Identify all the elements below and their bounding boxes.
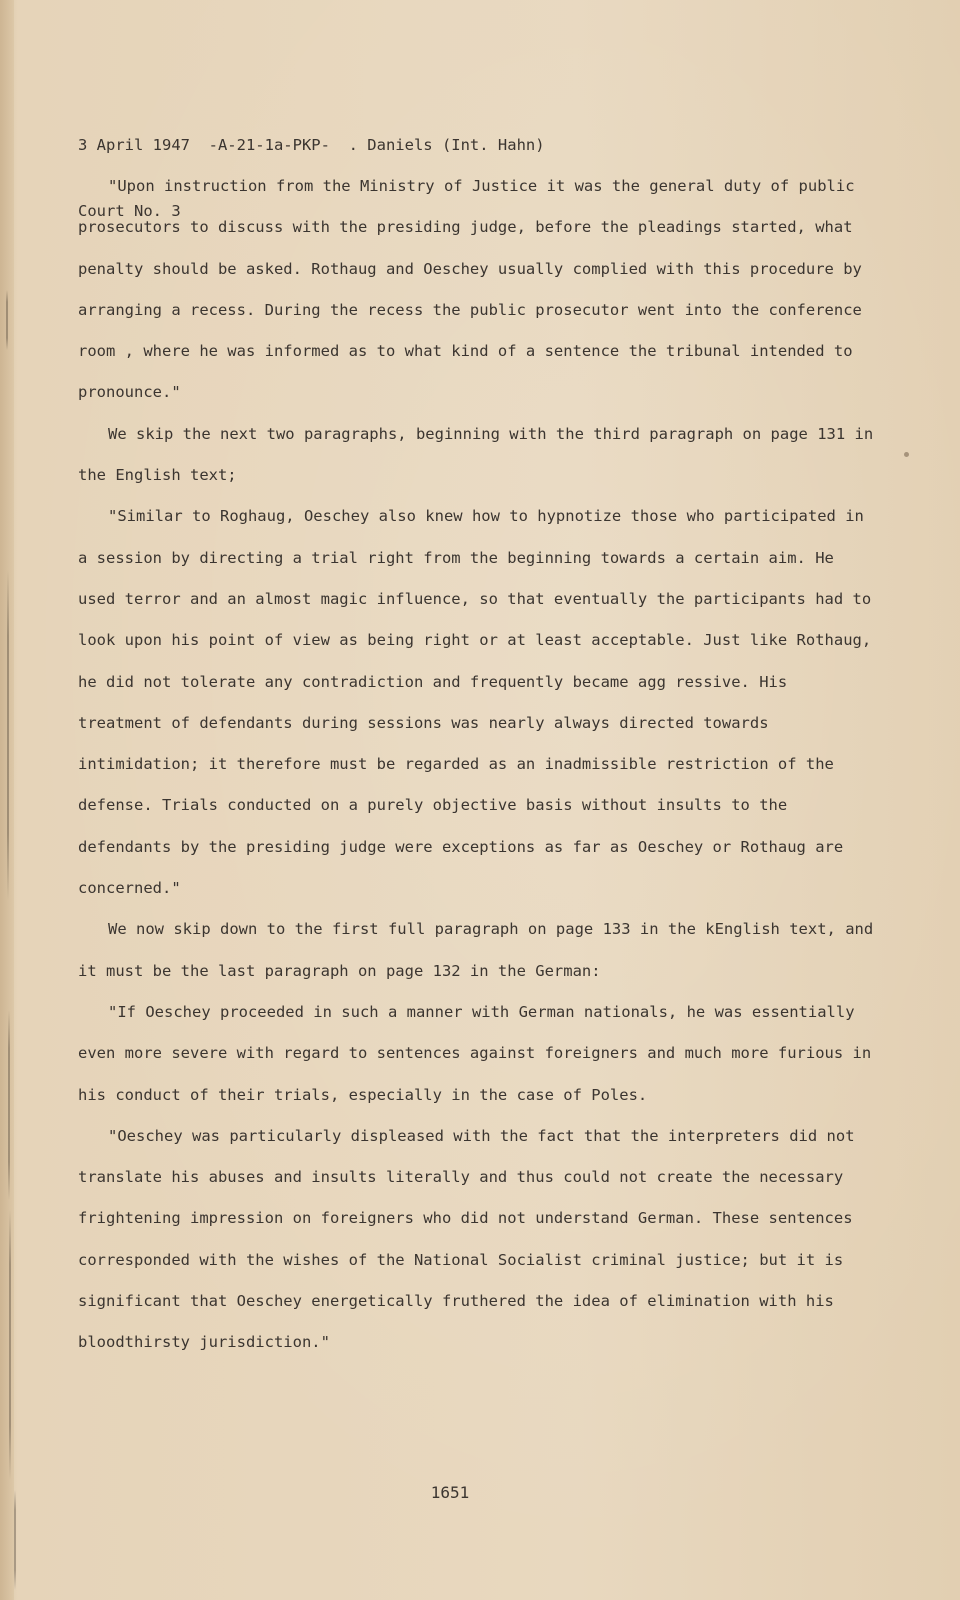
paragraph-quote-interpreters: "Oeschey was particularly displeased with the fact that the interpreters did not translate his abuses and insults literally and thus could not create the necessary frightening impression on foreigners who did not understand German. These sentences corresponded with the wishes of the National Socialist criminal justice; but it is significant that Oeschey energetically fruthered the idea of elimination with his bloodthirsty jurisdiction." bbox=[78, 1126, 855, 1352]
paragraph-quote-prosecutors: "Upon instruction from the Ministry of Justice it was the general duty of public prosecutors to discuss with the presiding judge, before the pleadings started, what penalty should be asked. Rothaug and Oeschey usually complied with this procedure by arranging a recess. During the recess the public prosecutor went into the conference room , where he was informed as to what kind of a sentence the tribunal intended to pronounce." bbox=[78, 177, 862, 402]
margin-pencil-mark bbox=[9, 1210, 11, 1480]
paragraph-skip-note-1: We skip the next two paragraphs, beginning with the third paragraph on page 131 in the English text; bbox=[78, 424, 874, 485]
paper-speck bbox=[904, 452, 909, 457]
header-line-court: Court No. 3 bbox=[78, 202, 181, 220]
document-body bbox=[78, 166, 878, 1364]
margin-pencil-mark bbox=[8, 1010, 10, 1200]
margin-pencil-mark bbox=[6, 290, 8, 350]
margin-pencil-mark bbox=[14, 1490, 16, 1590]
page-number: 1651 bbox=[430, 1483, 470, 1502]
paragraph-skip-note-2: We now skip down to the first full paragraph on page 133 in the kEnglish text, and it must be the last paragraph on page 132 in the German: bbox=[78, 920, 874, 980]
paragraph-quote-hypnotize: "Similar to Roghaug, Oeschey also knew how to hypnotize those who participated in a session by directing a trial right from the beginning towards a certain aim. He used terror and an almost magic influence, so that eventually the participants had to look upon his point of view as being right or at least acceptable. Just like Rothaug, he did not tolerate any contradiction and frequently became agg ressive. His treatment of defendants during sessions was nearly always directed towards intimidation; it therefore must be regarded as an inadmissible restriction of the defense. Trials conducted on a purely objective basis without insults to the defendants by the presiding judge were exceptions as far as Oeschey or Rothaug are concerned." bbox=[78, 507, 872, 898]
margin-pencil-mark bbox=[7, 570, 9, 900]
header-line-date-reference: 3 April 1947 -A-21-1a-PKP- . Daniels (Int. Hahn) bbox=[78, 136, 545, 154]
paragraph-quote-foreigners: "If Oeschey proceeded in such a manner with German nationals, he was essentially even more severe with regard to sentences against foreigners and much more furious in his conduct of their trials, especially in the case of Poles. bbox=[78, 1002, 872, 1104]
